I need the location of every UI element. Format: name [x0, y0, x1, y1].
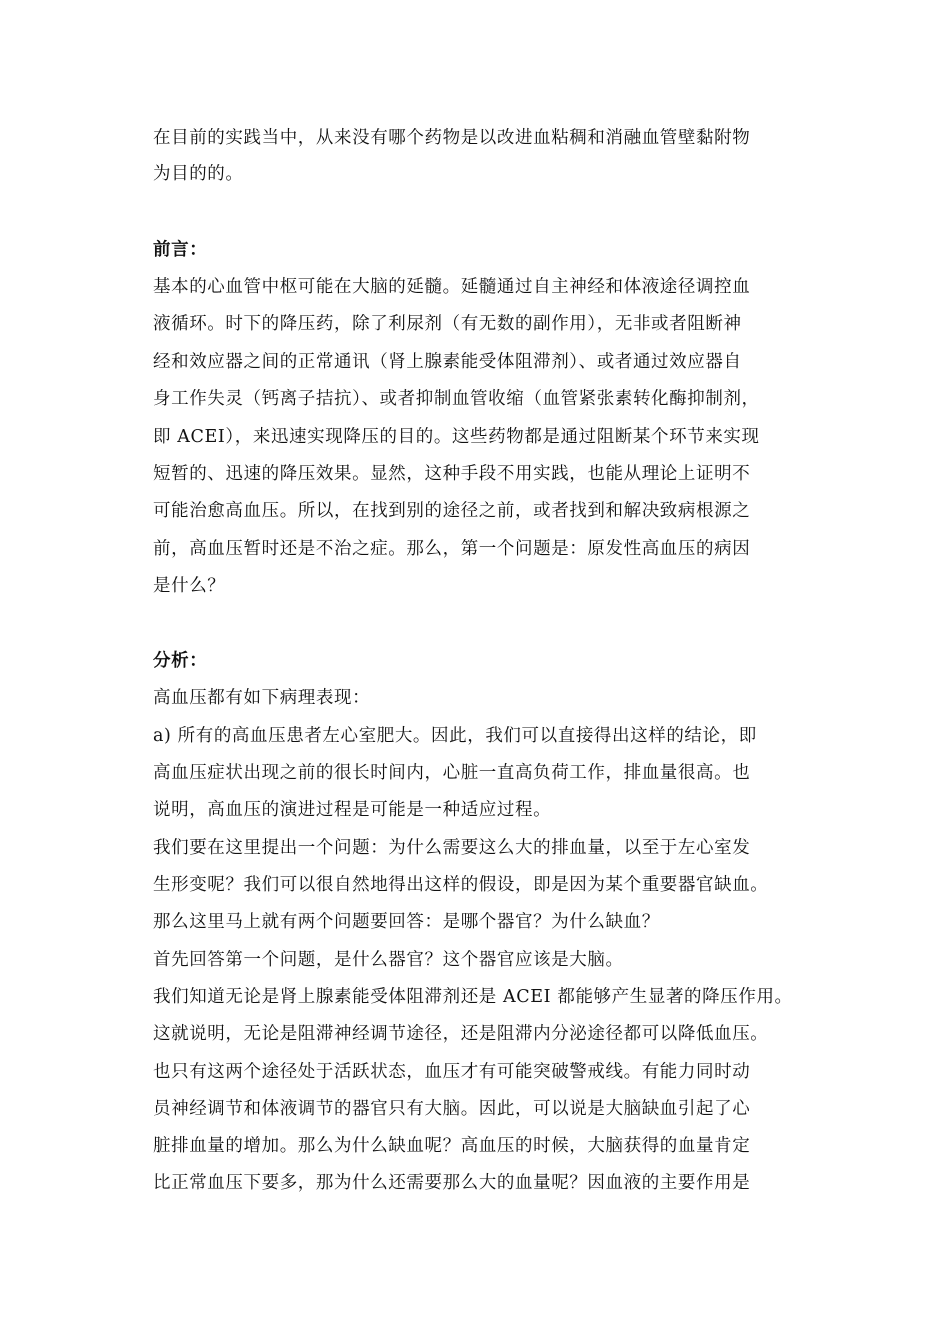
- analysis-line: 脏排血量的增加。那么为什么缺血呢？高血压的时候，大脑获得的血量肯定: [153, 1136, 751, 1156]
- analysis-line: a) 所有的高血压患者左心室肥大。因此，我们可以直接得出这样的结论，即: [153, 726, 757, 746]
- preface-line: 即 ACEI），来迅速实现降压的目的。这些药物都是通过阻断某个环节来实现: [153, 427, 760, 447]
- analysis-line: 这就说明，无论是阻滞神经调节途径，还是阻滞内分泌途径都可以降低血压。: [153, 1024, 769, 1044]
- analysis-line: 生形变呢？我们可以很自然地得出这样的假设，即是因为某个重要器官缺血。: [153, 875, 769, 895]
- analysis-line: 我们要在这里提出一个问题：为什么需要这么大的排血量，以至于左心室发: [153, 838, 751, 858]
- analysis-line: 说明，高血压的演进过程是可能是一种适应过程。: [153, 800, 552, 820]
- analysis-line: 我们知道无论是肾上腺素能受体阻滞剂还是 ACEI 都能够产生显著的降压作用。: [153, 987, 793, 1007]
- preface-line: 基本的心血管中枢可能在大脑的延髓。延髓通过自主神经和体液途径调控血: [153, 277, 751, 297]
- intro-line: 为目的的。: [153, 164, 244, 184]
- analysis-line: 高血压症状出现之前的很长时间内，心脏一直高负荷工作，排血量很高。也: [153, 763, 751, 783]
- preface-line: 经和效应器之间的正常通讯（肾上腺素能受体阻滞剂）、或者通过效应器自: [153, 352, 742, 372]
- analysis-line: 高血压都有如下病理表现：: [153, 688, 371, 708]
- preface-line: 短暂的、迅速的降压效果。显然，这种手段不用实践，也能从理论上证明不: [153, 464, 751, 484]
- preface-line: 可能治愈高血压。所以，在找到别的途径之前，或者找到和解决致病根源之: [153, 501, 751, 521]
- analysis-line: 那么这里马上就有两个问题要回答：是哪个器官？为什么缺血？: [153, 912, 660, 932]
- preface-heading: 前言：: [153, 240, 208, 260]
- intro-line: 在目前的实践当中，从来没有哪个药物是以改进血粘稠和消融血管壁黏附物: [153, 128, 751, 148]
- preface-line: 身工作失灵（钙离子拮抗）、或者抑制血管收缩（血管紧张素转化酶抑制剂，: [153, 389, 760, 409]
- analysis-heading: 分析：: [153, 651, 208, 671]
- analysis-line: 也只有这两个途径处于活跃状态，血压才有可能突破警戒线。有能力同时动: [153, 1062, 751, 1082]
- analysis-line: 比正常血压下要多，那为什么还需要那么大的血量呢？因血液的主要作用是: [153, 1173, 751, 1193]
- preface-line: 液循环。时下的降压药，除了利尿剂（有无数的副作用），无非或者阻断神: [153, 314, 742, 334]
- analysis-line: 员神经调节和体液调节的器官只有大脑。因此，可以说是大脑缺血引起了心: [153, 1099, 751, 1119]
- analysis-line: 首先回答第一个问题，是什么器官？这个器官应该是大脑。: [153, 950, 624, 970]
- preface-line: 是什么？: [153, 576, 226, 596]
- preface-line: 前，高血压暂时还是不治之症。那么，第一个问题是：原发性高血压的病因: [153, 539, 751, 559]
